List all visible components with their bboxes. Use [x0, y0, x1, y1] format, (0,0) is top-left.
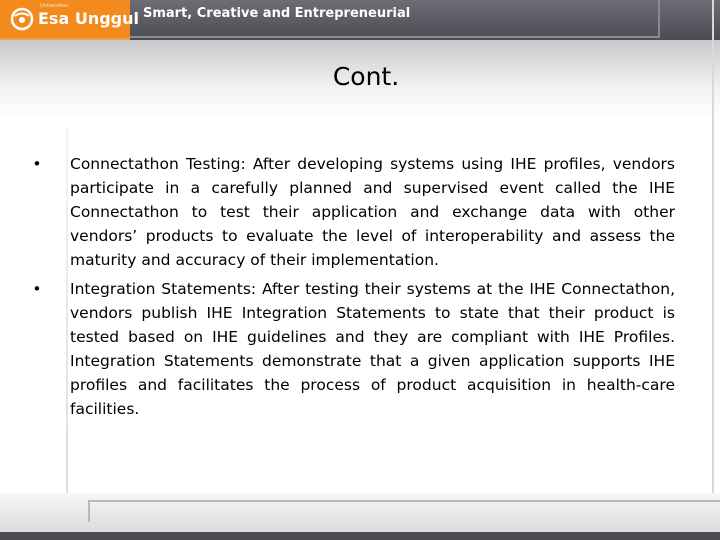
bullet-marker: •	[32, 155, 42, 173]
footer-bar	[0, 532, 720, 540]
logo-text: Esa Unggul	[38, 9, 139, 28]
bullet-text: Integration Statements: After testing their systems at the IHE Connectathon, vendors publish IHE Integration Statements to state that their product is tested based on IHE guidelines and they are compliant with IHE Profiles. Integration Statements demonstrate that a given application supports IHE profiles and facilitates the process of product acquisition in health-care facilities.	[70, 280, 675, 418]
header-bar	[0, 0, 720, 40]
tagline: Smart, Creative and Entrepreneurial	[143, 6, 411, 21]
footer-frame	[88, 500, 720, 522]
slide-body	[30, 152, 675, 426]
bullet-item	[30, 277, 675, 421]
bullet-text: Connectathon Testing: After developing systems using IHE profiles, vendors participate in a carefully planned and supervised event called the IHE Connectathon to test their application and exchange data with other vendors’ products to evaluate the level of interoperability and assess the maturity and accuracy of their implementation.	[70, 155, 675, 269]
bullet-item	[30, 152, 675, 272]
logo-subtitle: Universitas	[40, 3, 68, 9]
logo[interactable]	[0, 0, 139, 40]
slide-title: Cont.	[332, 62, 400, 91]
university-emblem-icon	[10, 7, 34, 31]
bullet-marker: •	[32, 280, 42, 298]
